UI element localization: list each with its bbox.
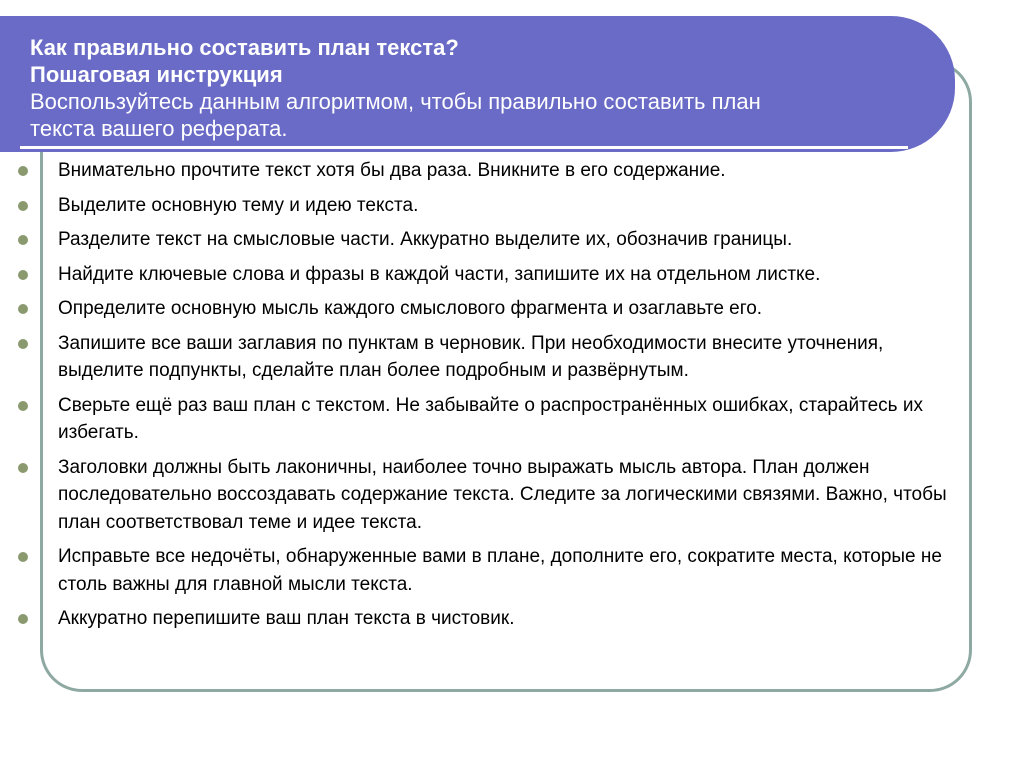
title-underline [20, 146, 908, 149]
list-item [18, 226, 958, 254]
list-item-text: Аккуратно перепишите ваш план текста в чистовик. [58, 608, 515, 629]
subtitle-line-2: текста вашего реферата. [30, 116, 288, 141]
bullet-dot-icon [18, 401, 28, 411]
instruction-list [18, 157, 958, 640]
list-item [18, 454, 958, 537]
list-item [18, 295, 958, 323]
list-item [18, 157, 958, 185]
list-item [18, 605, 958, 633]
bullet-dot-icon [18, 166, 28, 176]
list-item [18, 261, 958, 289]
bullet-dot-icon [18, 339, 28, 349]
bullet-dot-icon [18, 270, 28, 280]
list-item-text: Внимательно прочтите текст хотя бы два раза. Вникните в его содержание. [58, 160, 726, 181]
list-item-text: Разделите текст на смысловые части. Аккуратно выделите их, обозначив границы. [58, 229, 793, 250]
title-line-1: Как правильно составить план текста? [30, 35, 459, 60]
bullet-dot-icon [18, 552, 28, 562]
list-item-text: Заголовки должны быть лаконичны, наиболее точно выражать мысль автора. План должен последовательно воссоздавать содержание текста. Следите за логическими связями. Важно, чтобы план соответствовал теме и идее текста. [58, 456, 947, 533]
bullet-dot-icon [18, 614, 28, 624]
list-item-text: Выделите основную тему и идею текста. [58, 194, 419, 216]
subtitle-line-1: Воспользуйтесь данным алгоритмом, чтобы правильно составить план [30, 89, 761, 114]
slide-title [30, 34, 910, 142]
bullet-dot-icon [18, 235, 28, 245]
list-item [18, 330, 958, 385]
list-item [18, 192, 958, 220]
bullet-dot-icon [18, 463, 28, 473]
list-item-text: Запишите все ваши заглавия по пунктам в черновик. При необходимости внесите уточнения, выделите подпункты, сделайте план более подробным и развёрнутым. [58, 332, 884, 381]
bullet-dot-icon [18, 201, 28, 211]
bullet-dot-icon [18, 304, 28, 314]
title-line-2: Пошаговая инструкция [30, 62, 283, 87]
list-item [18, 543, 958, 598]
list-item-text: Найдите ключевые слова и фразы в каждой части, запишите их на отдельном листке. [58, 263, 821, 285]
list-item-text: Исправьте все недочёты, обнаруженные вами в плане, дополните его, сократите места, которые не столь важны для главной мысли текста. [58, 546, 942, 595]
title-banner [0, 16, 955, 152]
list-item-text: Определите основную мысль каждого смыслового фрагмента и озаглавьте его. [58, 298, 763, 319]
list-item [18, 392, 958, 447]
list-item-text: Сверьте ещё раз ваш план с текстом. Не забывайте о распространённых ошибках, старайтесь их избегать. [58, 394, 923, 443]
